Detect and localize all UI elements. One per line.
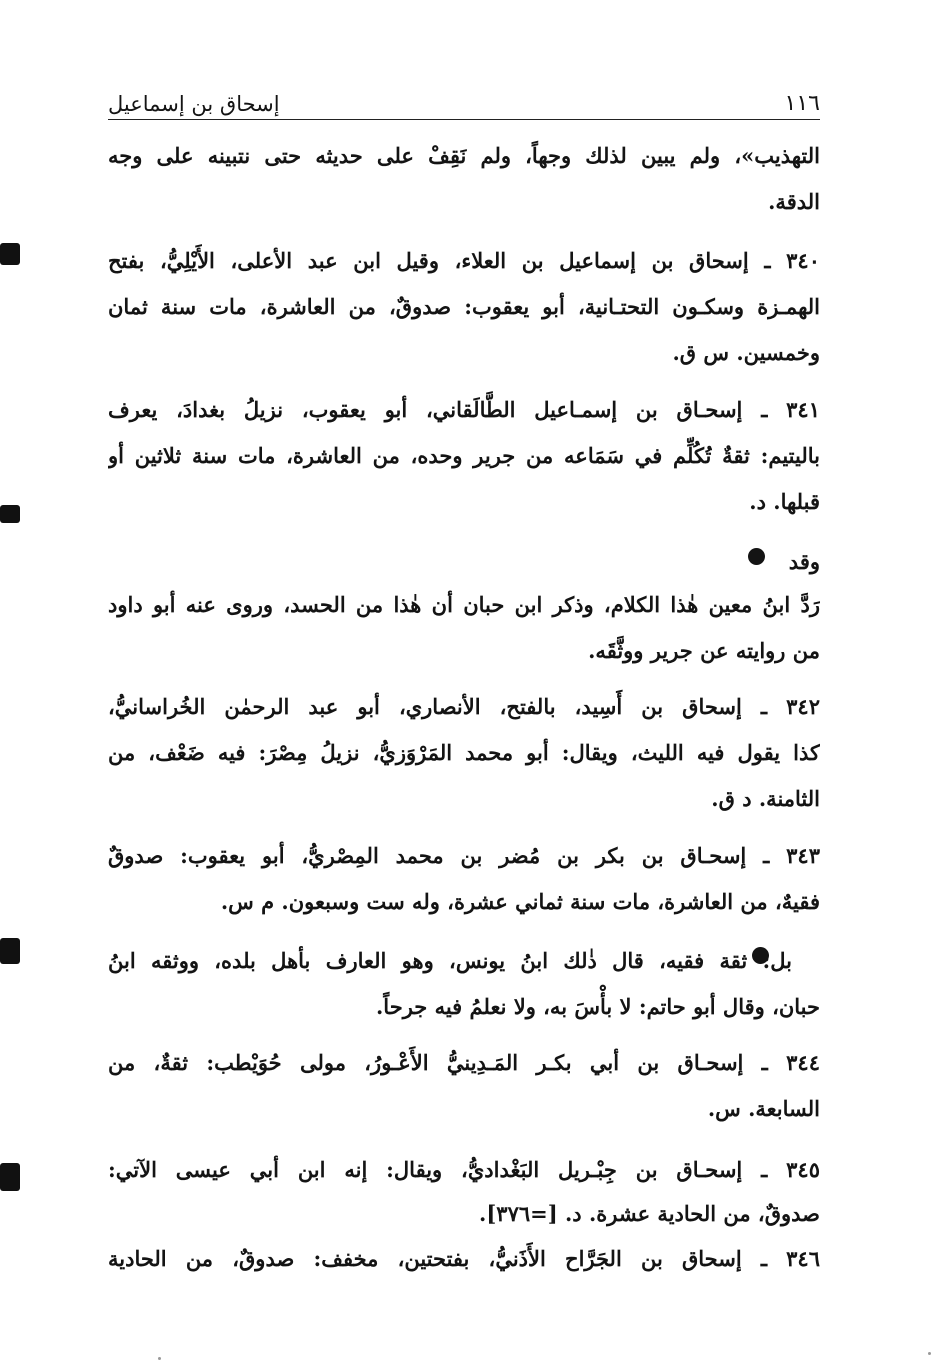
text-line: السابعة. س. — [707, 1096, 820, 1121]
scan-speck — [158, 1357, 161, 1360]
scan-blot — [0, 938, 20, 964]
scan-blot — [0, 243, 20, 265]
text-line: ٣٤١ ـ إسحـاق بن إسمـاعيل الطَّالَقاني، أبو يعقوب، نزيلُ بغدادَ، يعرف — [108, 397, 820, 422]
text-line: الدقة. — [768, 189, 820, 214]
text-line: حبان، وقال أبو حاتم: لا بأْسَ به، ولا نعلمُ فيه جرحاً. — [376, 994, 820, 1019]
text-line: قبلها. د. — [749, 489, 820, 514]
text-line: وخمسين. س ق. — [672, 340, 820, 365]
text-line: الهمـزة وسكـون التحتـانية، أبو يعقوب: صدوقٌ، من العاشرة، مات سنة ثمان — [108, 294, 820, 319]
comment-note-343-cont — [108, 984, 820, 1030]
text-line: الثامنة. د ق. — [711, 786, 820, 811]
entry-341 — [108, 387, 820, 525]
scan-speck — [928, 1352, 931, 1355]
scan-blot — [0, 505, 20, 523]
text-line: ٣٤٢ ـ إسحاق بن أَسِيد، بالفتح، الأنصاري، أبو عبد الرحمٰن الخُراسانيُّ، — [108, 694, 820, 719]
text-line: من روايته عن جرير ووثَّقَه. — [588, 638, 820, 663]
page-number: ١١٦ — [777, 89, 820, 119]
entry-345 — [108, 1148, 820, 1236]
running-header — [108, 89, 820, 120]
running-title: إسحاق بن إسماعيل — [108, 89, 288, 119]
text-line: ٣٤٤ ـ إسحـاق بن أبي بكـر المَـدِينيُّ الأَعْـورُ، مولى حُوَيْطب: ثقةٌ، من — [108, 1050, 820, 1075]
comment-note-343 — [108, 938, 792, 984]
text-line: رَدَّ ابنُ معين هٰذا الكلام، وذكر ابن حبان أن هٰذا من الحسد، وروى عنه أبو داود — [108, 592, 820, 617]
text-line: وقد — [788, 549, 820, 574]
text-line: ٣٤٦ ـ إسحاق بن الجَرَّاح الأَذَنيُّ، بفتحتين، مخفف: صدوقٌ، من الحادية — [108, 1246, 820, 1271]
entry-340 — [108, 238, 820, 376]
entry-342 — [108, 684, 820, 822]
continuation-paragraph — [108, 133, 820, 225]
text-line: باليتيم: ثقةٌ تُكُلِّم في سَمَاعه من جرير وحده، من العاشرة، مات سنة ثلاثين أو — [108, 443, 820, 468]
entry-346 — [108, 1236, 820, 1282]
text-line: التهذيب»، ولم يبين لذلك وجهاً، ولم نَقِفْ على حديثه حتى نتبينه على وجه — [108, 143, 820, 168]
text-line: ٣٤٥ ـ إسحـاق بن جِبْـريل البَغْداديُّ، ويقال: إنه ابن أبي عيسى الآتي: — [108, 1157, 820, 1182]
text-line: كذا يقول فيه الليث، ويقال: أبو محمد المَرْوَزيُّ، نزيلُ مِصْرَ: فيه ضَعْف، من — [108, 740, 820, 765]
text-line: ٣٤٠ ـ إسحاق بن إسماعيل بن العلاء، وقيل ابن عبد الأعلى، الأَيْلِيُّ، بفتح — [108, 248, 820, 273]
text-line: بل: ثقة فقيه، قال ذٰلك ابنُ يونس، وهو العارف بأهل بلده، ووثقه ابنُ — [108, 948, 792, 973]
text-line: صدوقٌ، من الحادية عشرة. د. [=٣٧٦]. — [479, 1201, 820, 1226]
scan-blot — [0, 1163, 20, 1191]
entry-343 — [108, 833, 820, 925]
text-line: فقيهٌ، من العاشرة، مات سنة ثماني عشرة، وله ست وسبعون. م س. — [220, 889, 820, 914]
comment-note-341 — [108, 542, 820, 674]
entry-344 — [108, 1040, 820, 1132]
text-line: ٣٤٣ ـ إسحـاق بن بكر بن مُضر بن محمد المِصْريُّ، أبو يعقوب: صدوقٌ — [108, 843, 820, 868]
